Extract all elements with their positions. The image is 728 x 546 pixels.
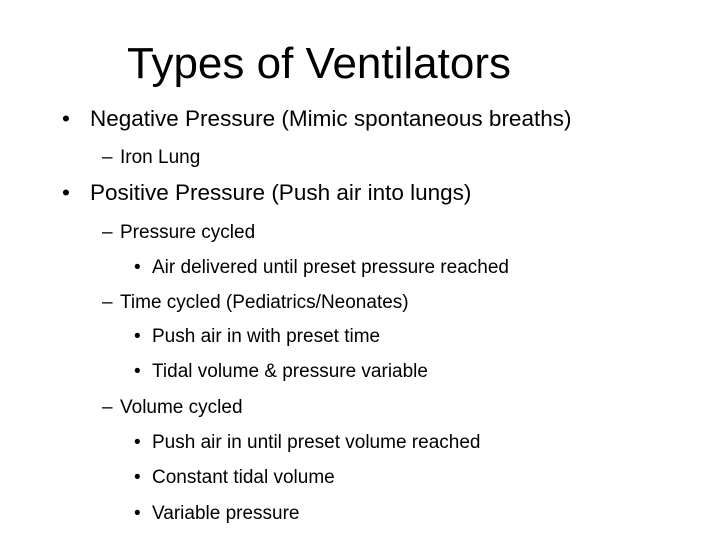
- bullet-text: Variable pressure: [152, 503, 300, 524]
- bullet-dot-icon: •: [134, 467, 141, 488]
- bullet-text: Air delivered until preset pressure reached: [152, 257, 509, 278]
- bullet-dash-icon: –: [102, 147, 113, 168]
- bullet-text: Time cycled (Pediatrics/Neonates): [120, 292, 409, 313]
- bullet-dot-icon: •: [134, 326, 141, 347]
- bullet-text: Pressure cycled: [120, 222, 256, 243]
- bullet-text: Constant tidal volume: [152, 467, 335, 488]
- bullet-text: Negative Pressure (Mimic spontaneous breaths): [90, 106, 572, 131]
- bullet-dot-icon: •: [62, 106, 70, 131]
- bullet-text: Positive Pressure (Push air into lungs): [90, 180, 472, 205]
- bullet-dot-icon: •: [134, 361, 141, 382]
- bullet-text: Tidal volume & pressure variable: [152, 361, 428, 382]
- bullet-dot-icon: •: [134, 257, 141, 278]
- slide-title: Types of Ventilators: [127, 39, 511, 88]
- bullet-dash-icon: –: [102, 292, 113, 313]
- bullet-dash-icon: –: [102, 397, 113, 418]
- bullet-dash-icon: –: [102, 222, 113, 243]
- bullet-dot-icon: •: [134, 432, 141, 453]
- bullet-text: Iron Lung: [120, 147, 201, 168]
- bullet-text: Volume cycled: [120, 397, 243, 418]
- bullet-text: Push air in until preset volume reached: [152, 432, 481, 453]
- bullet-text: Push air in with preset time: [152, 326, 381, 347]
- bullet-dot-icon: •: [134, 503, 141, 524]
- bullet-dot-icon: •: [62, 180, 70, 205]
